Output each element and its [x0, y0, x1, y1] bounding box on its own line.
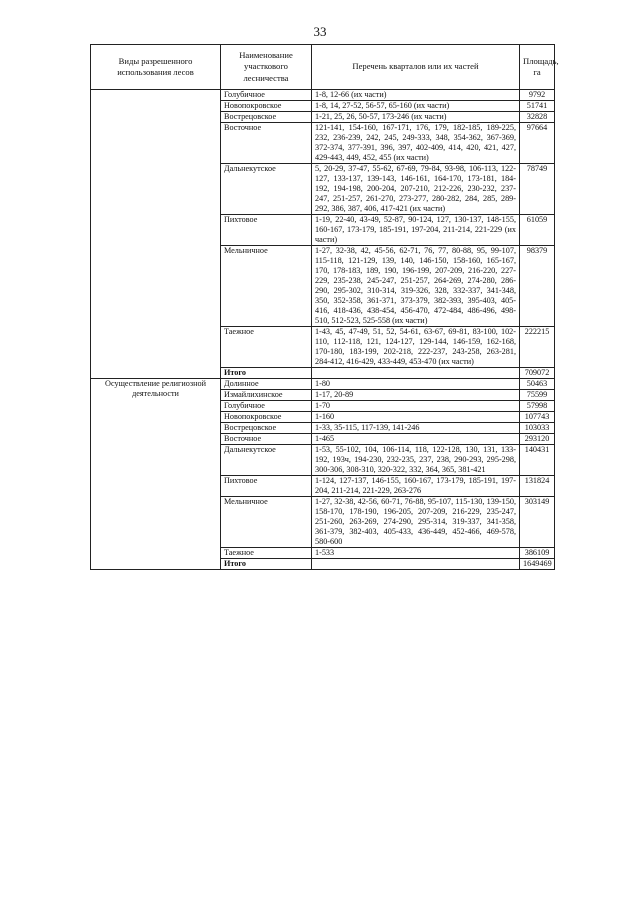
area-cell: 78749 [520, 164, 555, 215]
quarters-cell: 1-19, 22-40, 43-49, 52-87, 90-124, 127, 130-137, 148-155, 160-167, 173-179, 185-191, 197-204, 211-214, 221-229 (их части) [312, 215, 520, 246]
area-cell: 50463 [520, 379, 555, 390]
area-cell: 61059 [520, 215, 555, 246]
header-forestry: Наименование участкового лесничества [221, 45, 312, 90]
forestry-cell: Новопокровское [221, 101, 312, 112]
table-body [91, 90, 555, 570]
quarters-cell: 1-27, 32-38, 42, 45-56, 62-71, 76, 77, 80-88, 95, 99-107, 115-118, 121-129, 139, 140, 146-150, 158-160, 165-167, 170, 178-183, 189, 190, 196-199, 207-209, 216-220, 227-229, 235-238, 245-247, 251-257, 264-269, 274-280, 286-290, 295-302, 310-314, 319-326, 328, 332-337, 341-348, 350, 352-358, 361-371, 373-379, 382-393, 395-403, 405-416, 418-436, 438-454, 456-470, 472-484, 486-496, 498-510, 512-523, 525-558 (их части) [312, 246, 520, 327]
area-cell: 98379 [520, 246, 555, 327]
use-type-cell [91, 90, 221, 379]
total-area: 709072 [520, 368, 555, 379]
forestry-cell: Мельничное [221, 497, 312, 548]
quarters-cell: 1-43, 45, 47-49, 51, 52, 54-61, 63-67, 69-81, 83-100, 102-110, 112-118, 121, 124-127, 129-144, 146-159, 162-168, 170-180, 183-199, 202-218, 222-237, 243-258, 263-281, 284-412, 416-429, 433-449, 453-470 (их части) [312, 327, 520, 368]
quarters-cell: 1-70 [312, 401, 520, 412]
area-cell: 303149 [520, 497, 555, 548]
page-number: 33 [313, 24, 327, 39]
area-cell: 97664 [520, 123, 555, 164]
quarters-cell: 121-141, 154-160, 167-171, 176, 179, 182-185, 189-225, 232, 236-239, 242, 245, 249-333, 348, 354-362, 367-369, 372-374, 377-391, 396, 397, 402-409, 414, 420, 421, 427, 429-443, 449, 452, 455 (их части) [312, 123, 520, 164]
forestry-cell: Восточное [221, 434, 312, 445]
use-type-cell: Осуществление религиозной деятельности [91, 379, 221, 570]
quarters-cell: 1-33, 35-115, 117-139, 141-246 [312, 423, 520, 434]
total-empty-cell [312, 368, 520, 379]
header-area: Площадь, га [520, 45, 555, 90]
forestry-cell: Таежное [221, 327, 312, 368]
forestry-cell: Вострецовское [221, 112, 312, 123]
area-cell: 222215 [520, 327, 555, 368]
total-label: Итого [221, 368, 312, 379]
forestry-cell: Мельничное [221, 246, 312, 327]
area-cell: 140431 [520, 445, 555, 476]
table-row [91, 379, 555, 390]
table-header-row [91, 45, 555, 90]
area-cell: 103033 [520, 423, 555, 434]
area-cell: 9792 [520, 90, 555, 101]
quarters-cell: 1-533 [312, 548, 520, 559]
quarters-cell: 5, 20-29, 37-47, 55-62, 67-69, 79-84, 93-98, 106-113, 122-127, 133-137, 139-143, 146-161, 164-170, 173-181, 184-192, 194-198, 200-204, 207-210, 212-226, 230-232, 237-247, 251-257, 261-270, 273-277, 280-282, 284, 285, 289-292, 386, 387, 406, 417-421 (их части) [312, 164, 520, 215]
quarters-cell: 1-17, 20-89 [312, 390, 520, 401]
forestry-cell: Пихтовое [221, 215, 312, 246]
table-row [91, 90, 555, 101]
area-cell: 107743 [520, 412, 555, 423]
area-cell: 131824 [520, 476, 555, 497]
area-cell: 57998 [520, 401, 555, 412]
forestry-cell: Дальнекутское [221, 164, 312, 215]
area-cell: 75599 [520, 390, 555, 401]
forestry-cell: Вострецовское [221, 423, 312, 434]
quarters-cell: 1-53, 55-102, 104, 106-114, 118, 122-128, 130, 131, 133-192, 193ч, 194-230, 232-235, 237, 238, 290-293, 295-298, 300-306, 308-310, 320-322, 332, 364, 365, 381-421 [312, 445, 520, 476]
forestry-cell: Восточное [221, 123, 312, 164]
quarters-cell: 1-27, 32-38, 42-56, 60-71, 76-88, 95-107, 115-130, 139-150, 158-170, 178-190, 196-205, 207-209, 216-229, 235-247, 251-260, 263-269, 274-290, 295-314, 319-337, 341-358, 361-379, 382-403, 405-433, 436-449, 452-466, 469-578, 580-600 [312, 497, 520, 548]
quarters-cell: 1-160 [312, 412, 520, 423]
area-cell: 51741 [520, 101, 555, 112]
forestry-cell: Голубичное [221, 401, 312, 412]
quarters-cell: 1-8, 12-66 (их части) [312, 90, 520, 101]
forestry-cell: Дальнекутское [221, 445, 312, 476]
area-cell: 293120 [520, 434, 555, 445]
forestry-cell: Измайлихинское [221, 390, 312, 401]
forestry-cell: Таежное [221, 548, 312, 559]
forestry-cell: Голубичное [221, 90, 312, 101]
forestry-cell: Долинное [221, 379, 312, 390]
quarters-cell: 1-8, 14, 27-52, 56-57, 65-160 (их части) [312, 101, 520, 112]
area-cell: 386109 [520, 548, 555, 559]
quarters-cell: 1-80 [312, 379, 520, 390]
forestry-cell: Пихтовое [221, 476, 312, 497]
total-empty-cell [312, 559, 520, 570]
quarters-cell: 1-21, 25, 26, 50-57, 173-246 (их части) [312, 112, 520, 123]
quarters-cell: 1-124, 127-137, 146-155, 160-167, 173-179, 185-191, 197-204, 211-214, 221-229, 263-276 [312, 476, 520, 497]
forest-use-table [90, 44, 559, 570]
header-use-type: Виды разрешенного использования лесов [91, 45, 221, 90]
area-cell: 32828 [520, 112, 555, 123]
total-label: Итого [221, 559, 312, 570]
quarters-cell: 1-465 [312, 434, 520, 445]
header-quarters: Перечень кварталов или их частей [312, 45, 520, 90]
forestry-cell: Новопокровское [221, 412, 312, 423]
total-area: 1649469 [520, 559, 555, 570]
